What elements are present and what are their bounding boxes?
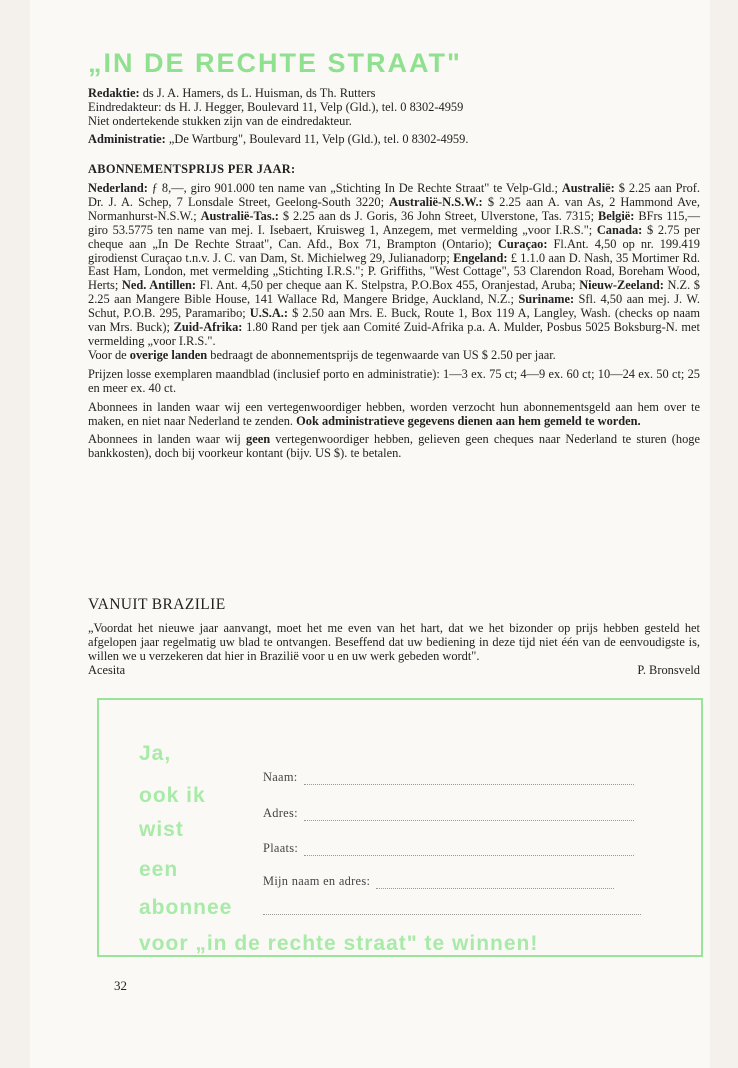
geen-c: vertegenwoordiger hebben, gelieven geen cheques naar Nederland te sturen (hoge bankkosten), doch bij voorkeur kontant (bijv. US $). te betalen. (88, 432, 700, 461)
price-nz: N.Z. $ 2.25 aan Mangere Bible House, 141 Wallace Rd, Mangere Bridge, Auckland, N.Z.; (88, 278, 700, 307)
price-usa: $ 2.50 aan Mrs. E. Buck, Route 1, Box 119 A, Langley, Wash. (checks op naam van Mrs. Buck); (88, 306, 700, 335)
brazilie-author: P. Bronsveld (637, 662, 700, 677)
coupon-word-een: een (139, 858, 179, 881)
page (30, 0, 710, 1068)
prices-heading (88, 160, 700, 178)
geen-b: geen (246, 432, 271, 447)
redaktie-text: ds J. A. Hamers, ds L. Huisman, ds Th. Rutters (139, 86, 376, 100)
mijn-adres-line[interactable] (263, 904, 641, 915)
country-suriname: Suriname: (518, 292, 575, 307)
plaats-line[interactable] (304, 845, 634, 856)
country-za: Zuid-Afrika: (173, 320, 243, 335)
overige-landen (88, 349, 700, 363)
plaats-field[interactable] (263, 841, 634, 856)
geen-a: Abonnees in landen waar wij (88, 432, 247, 447)
mijn-naam-field[interactable] (263, 874, 614, 889)
vert-a: Abonnees in landen waar wij een vertegenwoordiger hebben, worden verzocht hun abonnementsgeld aan hem over te maken, en niet naar Nederland te zenden. (88, 399, 700, 428)
vert-b: Ook administratieve gegevens dienen aan hem gemeld te worden. (296, 413, 641, 428)
country-nederland: Nederland: (88, 181, 148, 195)
price-australie: $ 2.25 aan Prof. Dr. J. A. Schep, 7 Lonsdale Street, Geelong-South 3220; (88, 181, 700, 209)
price-curacao: Fl.Ant. 4,50 op nr. 199.419 girodienst Curaçao t.n.v. J. C. van Dam, St. Michielweg 29, Julianadorp; (88, 236, 700, 265)
price-canada: $ 2.75 per cheque aan „In De Rechte Straat", Can. Afd., Box 71, Brampton (Ontario); (88, 222, 700, 251)
mijn-adres-field[interactable] (263, 904, 641, 915)
country-nz: Nieuw-Zeeland: (579, 278, 664, 293)
geen-vertegenwoordiger-note (88, 433, 700, 461)
redaktie-line (88, 87, 700, 101)
price-suriname: Sfl. 4,50 aan mej. J. W. Schut, P.O.B. 295, Paramaribo; (88, 292, 700, 321)
brazilie-place: Acesita (88, 662, 126, 677)
masthead-title: „IN DE RECHTE STRAAT" (88, 48, 462, 78)
naam-label: Naam: (263, 770, 298, 784)
adres-line[interactable] (304, 810, 634, 821)
overige-a: Voor de (88, 347, 130, 362)
mijn-naam-label: Mijn naam en adres: (263, 874, 371, 888)
administratie-text: „De Wartburg", Boulevard 11, Velp (Gld.), tel. 0 8302-4959. (165, 131, 469, 146)
prices-heading-text: ABONNEMENTSPRIJS PER JAAR: (88, 162, 296, 176)
country-canada: Canada: (596, 222, 643, 237)
brazilie-signature (88, 664, 700, 678)
coupon-word-ja: Ja, (139, 742, 172, 765)
page-number: 32 (114, 978, 127, 993)
price-antillen: Fl. Ant. 4,50 per cheque aan K. Stelpstra, P.O.Box 455, Oranjestad, Aruba; (196, 278, 580, 293)
country-usa: U.S.A.: (249, 306, 289, 321)
country-curacao: Curaçao: (497, 236, 548, 251)
naam-field[interactable] (263, 770, 634, 785)
adres-field[interactable] (263, 806, 634, 821)
vertegenwoordiger-note (88, 401, 700, 429)
country-antillen: Ned. Antillen: (121, 278, 197, 293)
overige-b: overige landen (129, 347, 208, 362)
plaats-label: Plaats: (263, 841, 299, 855)
administratie-label: Administratie: (88, 131, 166, 146)
unsigned-note: Niet ondertekende stukken zijn van de eindredakteur. (88, 113, 352, 128)
price-za: 1.80 Rand per tjek aan Comité Zuid-Afrika p.a. A. Mulder, Posbus 5025 Boksburg-N. met vermelding „voor I.R.S.". (88, 320, 700, 348)
eindredakteur-line: Eindredakteur: ds H. J. Hegger, Boulevard 11, Velp (Gld.), tel. 0 8302-4959 (88, 99, 464, 114)
country-engeland: Engeland: (453, 250, 508, 265)
redaktie-label: Redaktie: (88, 86, 140, 100)
administratie-line (88, 133, 700, 147)
coupon-word-wist: wist (139, 818, 184, 841)
naam-line[interactable] (304, 774, 634, 785)
price-engeland: £ 1.1.0 aan D. Nash, 35 Mortimer Rd. East Ham, London, met vermelding „Stichting I.R.S."; P. Griffiths, "West Cottage", 53 Clarendon Road, Boreham Wood, Herts; (88, 250, 700, 293)
coupon-word-ook-ik: ook ik (139, 784, 206, 807)
brazilie-text: „Voordat het nieuwe jaar aanvangt, moet het me even van het hart, dat we het bizonder op prijs hebben gesteld het afgelopen jaar regelmatig uw blad te ontvangen. Beseffend dat uw bediening in deze tijd niet één van de eenvoudigste is, willen we u verzekeren dat hier in Brazilië voor u en uw werk gebeden wordt". (88, 621, 700, 663)
country-tas: Australië-Tas.: (200, 208, 279, 223)
credits-block (88, 87, 700, 147)
price-nsw: $ 2.25 aan A. van As, 2 Hammond Ave, Normanhurst-N.S.W.; (88, 194, 700, 223)
brazilie-block (88, 622, 700, 678)
mijn-naam-line[interactable] (376, 878, 614, 889)
coupon-slogan: voor „in de rechte straat" te winnen! (139, 932, 539, 955)
price-nederland: ƒ 8,—, giro 901.000 ten name van „Stichting In De Rechte Straat" te Velp-Gld.; (147, 181, 562, 195)
coupon-word-abonnee: abonnee (139, 896, 233, 919)
country-nsw: Australië-N.S.W.: (389, 194, 483, 209)
prices-block (88, 182, 700, 461)
country-australie: Australië: (561, 181, 615, 195)
adres-label: Adres: (263, 806, 298, 820)
losse-exemplaren: Prijzen losse exemplaren maandblad (inclusief porto en administratie): 1—3 ex. 75 ct; 4—9 ex. 60 ct; 10—24 ex. 50 ct; 25 en meer ex. 40 ct. (88, 366, 700, 395)
subscription-coupon (97, 698, 703, 957)
prices-list (88, 182, 700, 349)
brazilie-title: VANUIT BRAZILIE (88, 596, 226, 613)
price-tas: $ 2.25 aan ds J. Goris, 36 John Street, Ulverstone, Tas. 7315; (278, 208, 598, 223)
country-belgie: België: (597, 208, 635, 223)
overige-c: bedraagt de abonnementsprijs de tegenwaarde van US $ 2.50 per jaar. (207, 347, 556, 362)
price-belgie: BFrs 115,— giro 53.5775 ten name van mej. I. Isebaert, Kruisweg 1, Anzegem, met vermelding „voor I.R.S."; (88, 208, 700, 237)
